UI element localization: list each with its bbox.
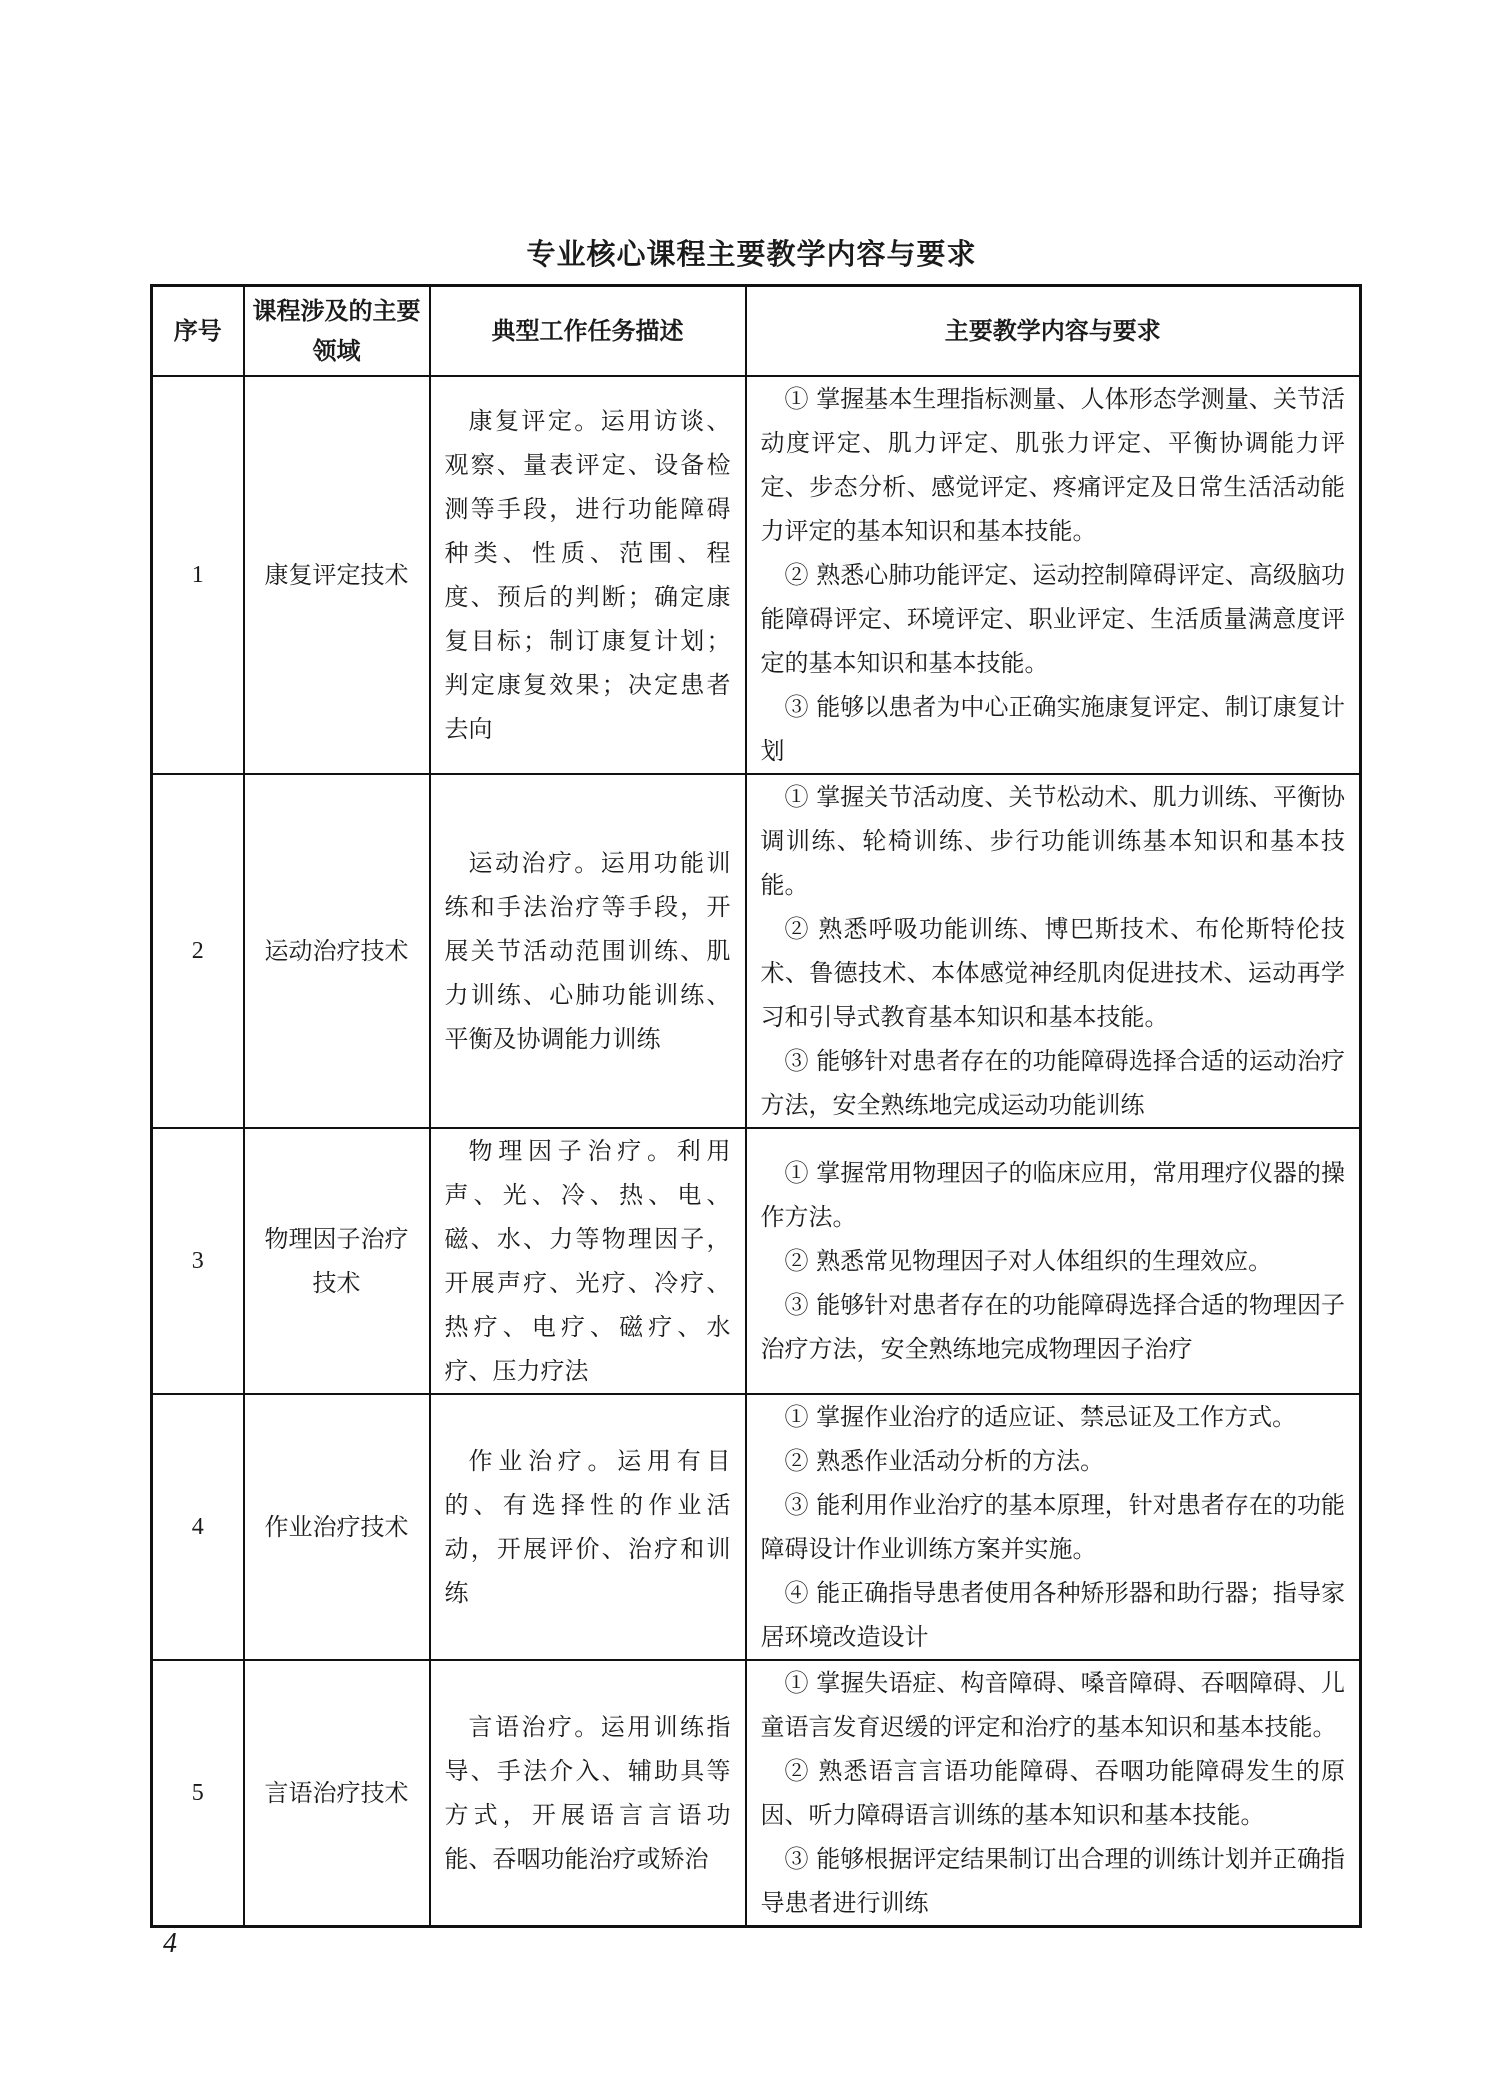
table-row (152, 1128, 1361, 1394)
table-row (152, 774, 1361, 1128)
header-requirements: 主要教学内容与要求 (746, 286, 1361, 377)
row-requirements (746, 1128, 1361, 1394)
requirement-item: ① 掌握作业治疗的适应证、禁忌证及工作方式。 (784, 1403, 1297, 1431)
requirement-item: ③ 能利用作业治疗的基本原理，针对患者存在的功能障碍设计作业训练方案并实施。 (760, 1491, 1345, 1563)
row-area: 康复评定技术 (244, 376, 430, 774)
requirement-item: ④ 能正确指导患者使用各种矫形器和助行器；指导家居环境改造设计 (760, 1579, 1345, 1651)
requirement-item: ② 熟悉呼吸功能训练、博巴斯技术、布伦斯特伦技术、鲁德技术、本体感觉神经肌肉促进技术、运动再学习和引导式教育基本知识和基本技能。 (760, 915, 1345, 1031)
table-title: 专业核心课程主要教学内容与要求 (526, 237, 977, 271)
core-course-table (150, 284, 1362, 1928)
row-task (430, 774, 746, 1128)
header-no: 序号 (152, 286, 244, 377)
table-header-row (152, 286, 1361, 377)
row-task (430, 1660, 746, 1927)
task-text: 康复评定。运用访谈、观察、量表评定、设备检测等手段，进行功能障碍种类、性质、范围、程度、预后的判断；确定康复目标；制订康复计划；判定康复效果；决定患者去向 (444, 407, 731, 743)
row-no: 3 (152, 1128, 244, 1394)
page-number: 4 (163, 1928, 177, 1959)
requirement-item: ③ 能够针对患者存在的功能障碍选择合适的运动治疗方法，安全熟练地完成运动功能训练 (760, 1047, 1345, 1119)
requirement-item: ② 熟悉语言言语功能障碍、吞咽功能障碍发生的原因、听力障碍语言训练的基本知识和基本技能。 (760, 1757, 1345, 1829)
requirement-item: ③ 能够针对患者存在的功能障碍选择合适的物理因子治疗方法，安全熟练地完成物理因子治疗 (760, 1291, 1345, 1363)
header-task: 典型工作任务描述 (430, 286, 746, 377)
requirement-item: ② 熟悉心肺功能评定、运动控制障碍评定、高级脑功能障碍评定、环境评定、职业评定、生活质量满意度评定的基本知识和基本技能。 (760, 561, 1345, 677)
row-area: 运动治疗技术 (244, 774, 430, 1128)
row-task (430, 1394, 746, 1660)
row-requirements (746, 1660, 1361, 1927)
row-no: 4 (152, 1394, 244, 1660)
task-text: 物理因子治疗。利用声、光、冷、热、电、磁、水、力等物理因子，开展声疗、光疗、冷疗、热疗、电疗、磁疗、水疗、压力疗法 (444, 1137, 731, 1385)
task-text: 运动治疗。运用功能训练和手法治疗等手段，开展关节活动范围训练、肌力训练、心肺功能训练、平衡及协调能力训练 (444, 849, 731, 1053)
row-task (430, 376, 746, 774)
table-row (152, 1394, 1361, 1660)
row-requirements (746, 774, 1361, 1128)
row-no: 5 (152, 1660, 244, 1927)
header-area: 课程涉及的主要领域 (244, 286, 430, 377)
requirement-item: ① 掌握常用物理因子的临床应用，常用理疗仪器的操作方法。 (760, 1159, 1345, 1231)
task-text: 言语治疗。运用训练指导、手法介入、辅助具等方式，开展语言言语功能、吞咽功能治疗或矫治 (444, 1713, 731, 1873)
task-text: 作业治疗。运用有目的、有选择性的作业活动，开展评价、治疗和训练 (444, 1447, 731, 1607)
requirement-item: ① 掌握基本生理指标测量、人体形态学测量、关节活动度评定、肌力评定、肌张力评定、平衡协调能力评定、步态分析、感觉评定、疼痛评定及日常生活活动能力评定的基本知识和基本技能。 (760, 385, 1345, 545)
row-requirements (746, 1394, 1361, 1660)
requirement-item: ② 熟悉常见物理因子对人体组织的生理效应。 (784, 1247, 1273, 1275)
row-no: 2 (152, 774, 244, 1128)
row-area: 作业治疗技术 (244, 1394, 430, 1660)
row-area: 物理因子治疗技术 (244, 1128, 430, 1394)
row-area: 言语治疗技术 (244, 1660, 430, 1927)
row-task (430, 1128, 746, 1394)
requirement-item: ① 掌握关节活动度、关节松动术、肌力训练、平衡协调训练、轮椅训练、步行功能训练基本知识和基本技能。 (760, 783, 1345, 899)
requirement-item: ② 熟悉作业活动分析的方法。 (784, 1447, 1105, 1475)
table-row (152, 1660, 1361, 1927)
requirement-item: ① 掌握失语症、构音障碍、嗓音障碍、吞咽障碍、儿童语言发育迟缓的评定和治疗的基本知识和基本技能。 (760, 1669, 1345, 1741)
row-requirements (746, 376, 1361, 774)
requirement-item: ③ 能够根据评定结果制订出合理的训练计划并正确指导患者进行训练 (760, 1845, 1345, 1917)
table-row (152, 376, 1361, 774)
requirement-item: ③ 能够以患者为中心正确实施康复评定、制订康复计划 (760, 693, 1345, 765)
row-no: 1 (152, 376, 244, 774)
